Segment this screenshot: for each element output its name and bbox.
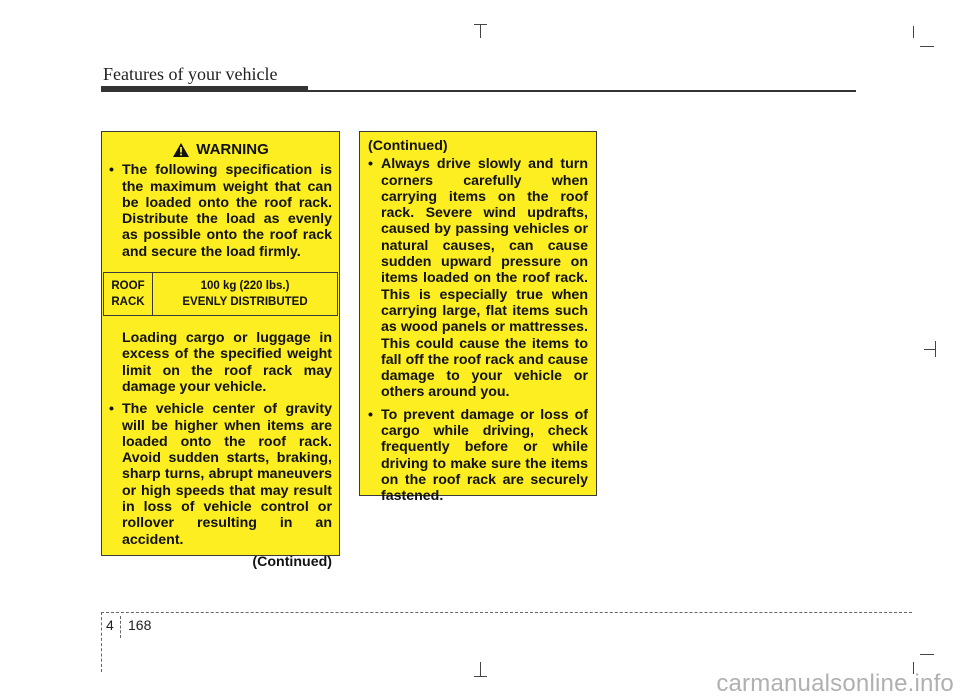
footer-rule <box>101 612 912 613</box>
bullet-text: Always drive slowly and turn corners carefully when carrying items on the roof rack. Severe wind updrafts, caused by passing vehicles or natural causes, can cause sudden upward pressure on items loaded on the roof rack. This is especially true when carrying large, flat items such as wood panels or mattresses. This could cause the items to fall off the roof rack and cause damage to your vehicle or others around you. <box>381 156 588 401</box>
crop-mark-right-middle-h <box>924 349 936 350</box>
warning-heading-text: WARNING <box>196 141 269 158</box>
warning-left-paragraph: Loading cargo or luggage in excess of the specified weight limit on the roof rack may damage your vehicle. <box>122 330 332 395</box>
header-rule-thin <box>308 90 856 92</box>
crop-mark-bottom-right-h <box>920 654 934 655</box>
watermark: carmanualsonline.info <box>716 670 954 697</box>
warning-right-bullet-2 <box>368 407 588 505</box>
crop-mark-bottom-center-v <box>480 662 481 676</box>
crop-mark-bottom-center-h <box>474 676 487 677</box>
warning-box-right <box>359 131 597 505</box>
crop-mark-top-right-v <box>913 26 914 38</box>
warning-heading <box>109 142 332 158</box>
bullet-text: To prevent damage or loss of cargo while driving, check frequently before or while driving to make sure the items on the roof rack are securely fastened. <box>381 406 588 505</box>
spec-value-weight: 100 kg (220 lbs.) <box>200 280 290 293</box>
bullet-text: The following specification is the maximum weight that can be loaded onto the roof rack. Distribute the load as evenly as possible onto the roof rack and secure the load firmly. <box>122 162 332 260</box>
continued-heading: (Continued) <box>368 138 448 154</box>
page-number: 168 <box>128 617 152 633</box>
bullet-dot: • <box>109 162 114 179</box>
crop-mark-top-right-h <box>920 46 934 47</box>
spec-value <box>153 273 337 315</box>
spec-value-distribution: EVENLY DISTRIBUTED <box>182 296 308 309</box>
warning-triangle-icon <box>172 142 190 158</box>
chapter-number: 4 <box>106 617 114 633</box>
spec-label: ROOF RACK <box>104 273 153 315</box>
continued-label: (Continued) <box>252 553 332 570</box>
header-rule-thick <box>101 86 308 92</box>
footer-separator <box>120 616 121 638</box>
crop-mark-top-center-v <box>480 24 481 38</box>
page-header-title: Features of your vehicle <box>103 64 278 84</box>
crop-mark-top-center-h <box>474 24 487 25</box>
bullet-dot: • <box>368 406 373 423</box>
bullet-dot: • <box>109 401 114 418</box>
warning-left-bullet-2 <box>109 401 332 548</box>
bullet-text: The vehicle center of gravity will be higher when items are loaded onto the roof rack. Avoid sudden starts, braking, sharp turns, abrupt maneuvers or high speeds that may result in loss of vehicle control or rollover resulting in an accident. <box>122 401 332 548</box>
spec-table <box>103 272 338 316</box>
footer-left-rule <box>101 612 102 672</box>
bullet-dot: • <box>368 156 373 173</box>
warning-left-bullet-1 <box>109 162 332 260</box>
warning-box-left <box>101 131 340 570</box>
warning-right-bullet-1 <box>368 156 588 400</box>
